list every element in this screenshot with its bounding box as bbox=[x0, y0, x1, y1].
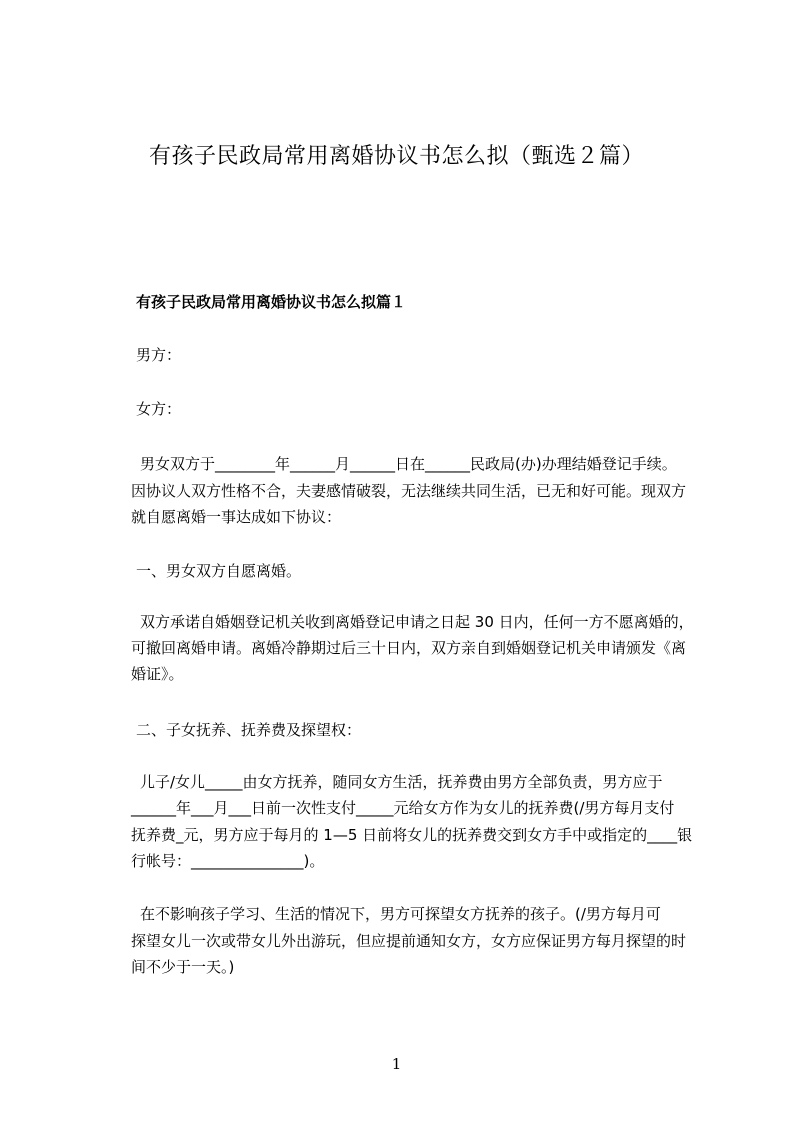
paragraph-line: 婚证》。 bbox=[131, 665, 184, 683]
paragraph-line: 抚养费_元，男方应于每月的 1—5 日前将女儿的抚养费交到女方手中或指定的____银 bbox=[131, 826, 693, 844]
paragraph-line: 间不少于一天。) bbox=[131, 958, 235, 976]
paragraph-line: 在不影响孩子学习、生活的情况下，男方可探望女方抚养的孩子。(/男方每月可 bbox=[140, 905, 661, 923]
section-heading: 有孩子民政局常用离婚协议书怎么拟篇１ bbox=[136, 293, 407, 311]
clause-1-title: 一、男女双方自愿离婚。 bbox=[136, 562, 302, 580]
document-title: 有孩子民政局常用离婚协议书怎么拟（甄选２篇） bbox=[148, 144, 644, 169]
paragraph-line: 可撤回离婚申请。离婚冷静期过后三十日内，双方亲自到婚姻登记机关申请颁发《离 bbox=[131, 639, 687, 657]
clause-2-title: 二、子女抚养、抚养费及探望权： bbox=[136, 721, 362, 739]
paragraph-line: 因协议人双方性格不合，夫妻感情破裂，无法继续共同生活，已无和好可能。现双方 bbox=[131, 482, 687, 500]
woman-label: 女方： bbox=[136, 400, 182, 418]
paragraph-line: 探望女儿一次或带女儿外出游玩，但应提前通知女方，女方应保证男方每月探望的时 bbox=[131, 932, 687, 950]
paragraph-line: ______年___月___日前一次性支付_____元给女方作为女儿的抚养费(/男方每月支付 bbox=[131, 799, 675, 817]
paragraph-line: 就自愿离婚一事达成如下协议： bbox=[131, 508, 342, 526]
paragraph-line: 行帐号：_______________)。 bbox=[131, 852, 325, 870]
paragraph-line: 男女双方于________年______月______日在______民政局(办)办理结婚登记手续。 bbox=[140, 455, 677, 473]
paragraph-line: 双方承诺自婚姻登记机关收到离婚登记申请之日起 30 日内，任何一方不愿离婚的， bbox=[140, 613, 694, 631]
man-label: 男方： bbox=[136, 346, 182, 364]
page-number: 1 bbox=[391, 1055, 402, 1073]
paragraph-line: 儿子/女儿_____由女方抚养，随同女方生活，抚养费由男方全部负责，男方应于 bbox=[140, 773, 663, 791]
